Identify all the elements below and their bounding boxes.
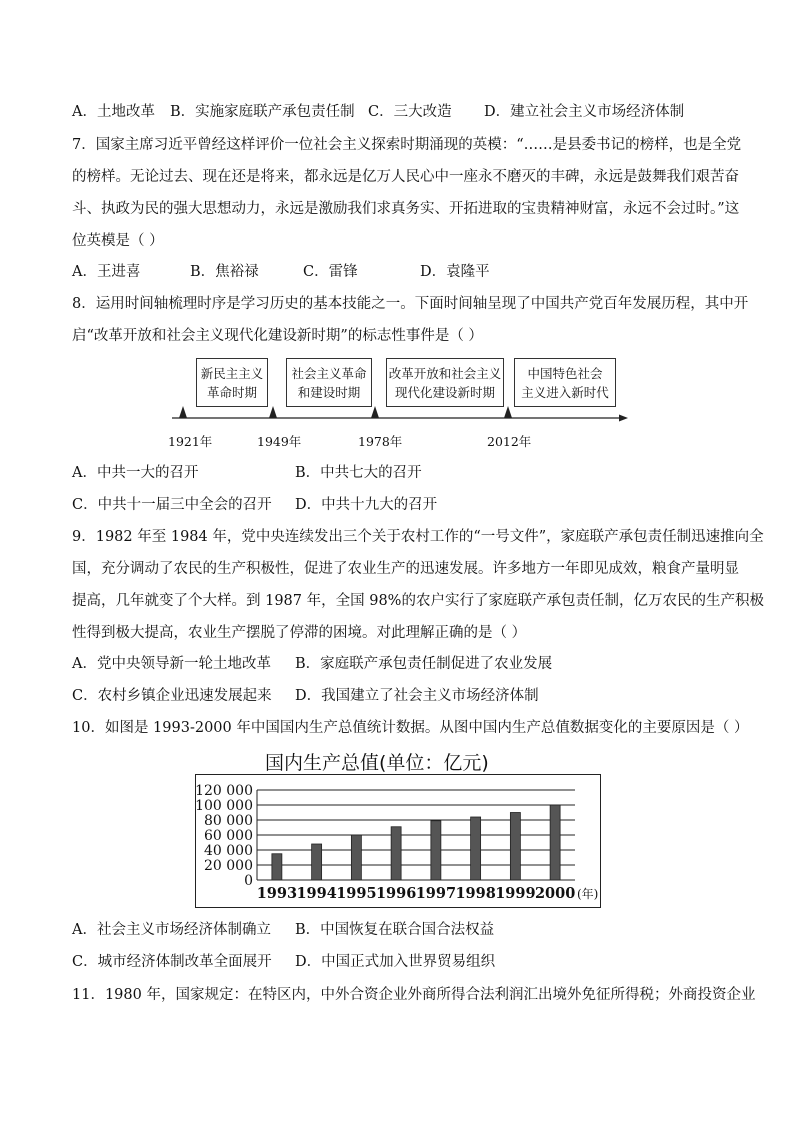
q8-stem-line-1: 8．运用时间轴梳理时序是学习历史的基本技能之一。下面时间轴呈现了中国共产党百年发展历程，其中开: [72, 296, 749, 312]
q8-option-d: D．中共十九大的召开: [295, 497, 438, 513]
bar-1996: [391, 827, 401, 880]
timeline-period-4-line1: 中国特色社会: [527, 365, 603, 381]
timeline-period-3-line2: 现代化建设新时期: [394, 384, 495, 400]
q7-stem-line-2: 的榜样。无论过去、现在还是将来，都永远是亿万人民心中一座永不磨灭的丰碑，永远是鼓舞我们艰苦奋: [72, 169, 739, 185]
bar-1999: [510, 813, 520, 881]
x-tick-label-1993: 1993: [256, 885, 298, 902]
y-tick-label: 100 000: [195, 798, 253, 814]
q9-stem-line-3: 提高，几年就变了个大样。到 1987 年，全国 98%的农户实行了家庭联产承包责任制，亿万农民的生产积极: [72, 593, 764, 609]
bar-2000: [550, 805, 560, 880]
q7-option-b: B．焦裕禄: [190, 264, 259, 280]
y-tick-label: 40 000: [204, 843, 253, 859]
timeline-arrow-icon: [619, 415, 628, 422]
bar-1995: [351, 835, 361, 880]
bar-1993: [272, 854, 282, 880]
q9-option-c: C．农村乡镇企业迅速发展起来: [72, 688, 272, 704]
y-tick-label: 80 000: [204, 813, 253, 829]
q9-stem-line-2: 国，充分调动了农民的生产积极性，促进了农业生产的迅速发展。许多地方一年即见成效，粮食产量明显: [72, 561, 739, 577]
timeline-year-1921: 1921年: [168, 434, 213, 449]
x-tick-label-1998: 1998: [455, 885, 496, 902]
bar-1994: [312, 844, 322, 880]
q6-option-d: D．建立社会主义市场经济体制: [484, 104, 685, 120]
timeline-axis: [0, 0, 794, 460]
q7-option-a: A．王进喜: [72, 264, 141, 280]
q9-stem-line-1: 9．1982 年至 1984 年，党中央连续发出三个关于农村工作的“一号文件”，家庭联产承包责任制迅速推向全: [72, 529, 764, 545]
bar-1997: [431, 821, 441, 880]
q7-option-c: C．雷锋: [303, 264, 358, 280]
timeline-period-4-line2: 主义进入新时代: [521, 384, 609, 400]
q10-option-d: D．中国正式加入世界贸易组织: [295, 954, 496, 970]
timeline-marker-1949: [269, 406, 277, 418]
q10-option-c: C．城市经济体制改革全面展开: [72, 954, 272, 970]
q7-stem-line-4: 位英模是（ ）: [72, 233, 164, 249]
q6-option-c: C．三大改造: [368, 104, 452, 120]
timeline-period-2-line1: 社会主义革命: [291, 365, 367, 381]
y-tick-label: 120 000: [195, 783, 253, 799]
x-tick-label-2000: 2000: [534, 885, 576, 902]
q8-option-a: A．中共一大的召开: [72, 465, 199, 481]
chart-title: 国内生产总值(单位：亿元): [265, 752, 489, 774]
timeline-year-1978: 1978年: [358, 434, 403, 449]
q9-option-a: A．党中央领导新一轮土地改革: [72, 656, 271, 672]
q11-stem-line-1: 11．1980 年，国家规定：在特区内，中外合资企业外商所得合法利润汇出境外免征所得税；外商投资企业: [72, 987, 756, 1003]
x-tick-label-1999: 1999: [495, 885, 536, 902]
timeline-year-1949: 1949年: [257, 434, 302, 449]
x-tick-label-1997: 1997: [415, 885, 457, 902]
q8-option-c: C．中共十一届三中全会的召开: [72, 497, 272, 513]
q6-option-b: B．实施家庭联产承包责任制: [170, 104, 355, 120]
q10-stem-line-1: 10．如图是 1993-2000 年中国国内生产总值统计数据。从图中国内生产总值数据变化的主要原因是（ ）: [72, 720, 749, 736]
y-tick-label: 60 000: [204, 828, 253, 844]
timeline-period-1-line2: 革命时期: [206, 384, 257, 400]
q6-option-a: A．土地改革: [72, 104, 155, 120]
q8-option-b: B．中共七大的召开: [295, 465, 422, 481]
timeline-marker-1978: [371, 406, 379, 418]
timeline-marker-1921: [179, 406, 187, 418]
q10-option-a: A．社会主义市场经济体制确立: [72, 922, 271, 938]
q9-option-b: B．家庭联产承包责任制促进了农业发展: [295, 656, 553, 672]
q9-option-d: D．我国建立了社会主义市场经济体制: [295, 688, 539, 704]
timeline-period-2-line2: 和建设时期: [297, 384, 361, 400]
x-axis-unit-label: (年): [577, 887, 599, 901]
timeline-marker-2012: [504, 406, 512, 418]
q9-stem-line-4: 性得到极大提高，农业生产摆脱了停滞的困境。对此理解正确的是（ ）: [72, 625, 527, 641]
timeline-year-2012: 2012年: [487, 434, 532, 449]
q7-stem-line-1: 7．国家主席习近平曾经这样评价一位社会主义探索时期涌现的英模：“……是县委书记的榜样，也是全党: [72, 137, 742, 153]
bar-1998: [471, 817, 481, 880]
y-tick-label: 0: [244, 873, 253, 889]
timeline-period-1-line1: 新民主主义: [200, 365, 264, 381]
gdp-bar-chart: [195, 774, 601, 908]
x-tick-label-1996: 1996: [375, 885, 417, 902]
x-tick-label-1994: 1994: [296, 885, 337, 902]
y-tick-label: 20 000: [204, 858, 253, 874]
q8-stem-line-2: 启“改革开放和社会主义现代化建设新时期”的标志性事件是（ ）: [72, 328, 483, 344]
x-tick-label-1995: 1995: [336, 885, 377, 902]
q7-stem-line-3: 斗、执政为民的强大思想动力，永远是激励我们求真务实、开拓进取的宝贵精神财富，永远不会过时。”这: [72, 201, 740, 217]
timeline-period-3-line1: 改革开放和社会主义: [388, 365, 502, 381]
q10-option-b: B．中国恢复在联合国合法权益: [295, 922, 495, 938]
q7-option-d: D．袁隆平: [420, 264, 490, 280]
